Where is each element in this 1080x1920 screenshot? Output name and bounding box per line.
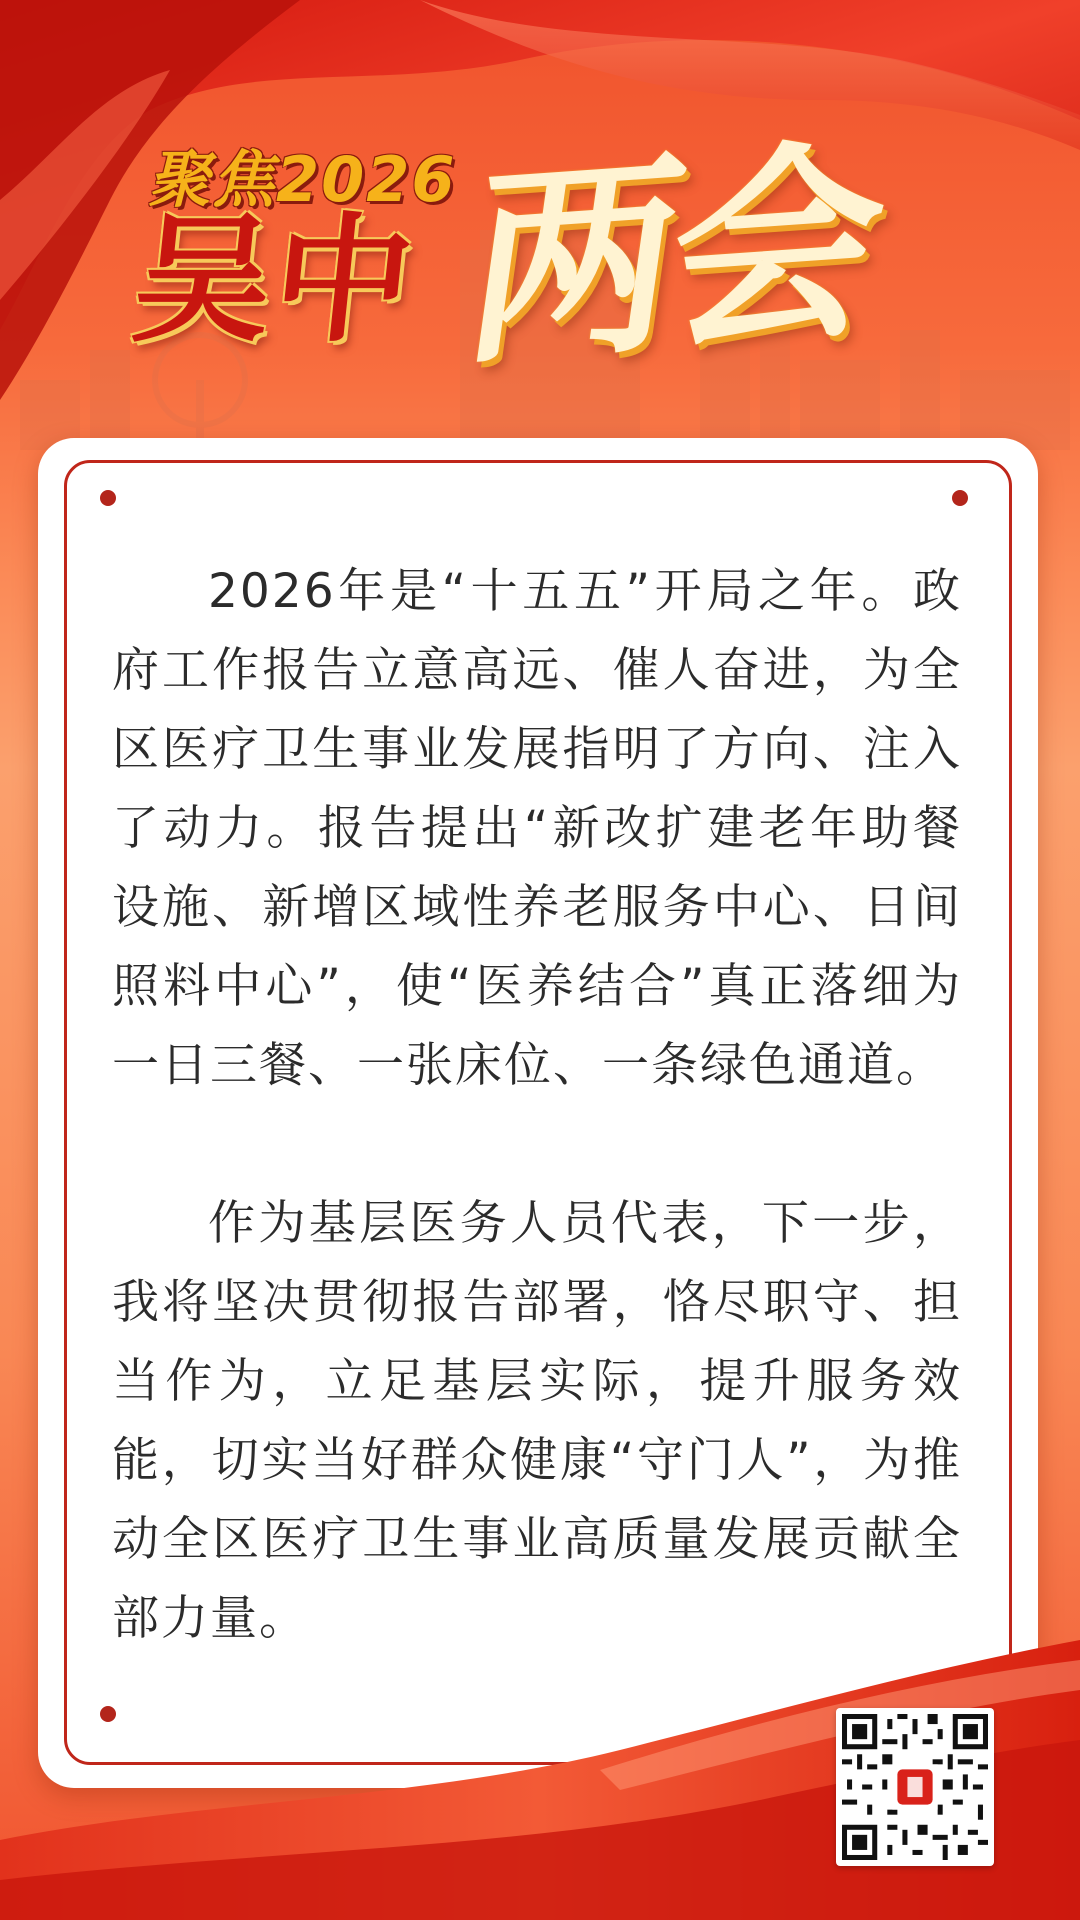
corner-dot: [100, 490, 116, 506]
article-body: [112, 552, 962, 1658]
corner-dot: [952, 490, 968, 506]
district-title: 吴中: [125, 200, 423, 361]
header: [0, 0, 1080, 470]
event-title: 两会: [452, 115, 892, 394]
paragraph-2: 作为基层医务人员代表，下一步，我将坚决贯彻报告部署，恪尽职守、担当作为，立足基层实际，提升服务效能，切实当好群众健康“守门人”，为推动全区医疗卫生事业高质量发展贡献全部力量。: [112, 1196, 962, 1646]
paragraph-1: 2026年是“十五五”开局之年。政府工作报告立意高远、催人奋进，为全区医疗卫生事业发展指明了方向、注入了动力。报告提出“新改扩建老年助餐设施、新增区域性养老服务中心、日间照料中心”，使“医养结合”真正落细为一日三餐、一张床位、一条绿色通道。: [112, 564, 962, 1093]
qr-code[interactable]: [836, 1708, 994, 1866]
qr-code-icon: [842, 1714, 988, 1860]
kicker-title: 聚焦2026: [148, 143, 457, 216]
